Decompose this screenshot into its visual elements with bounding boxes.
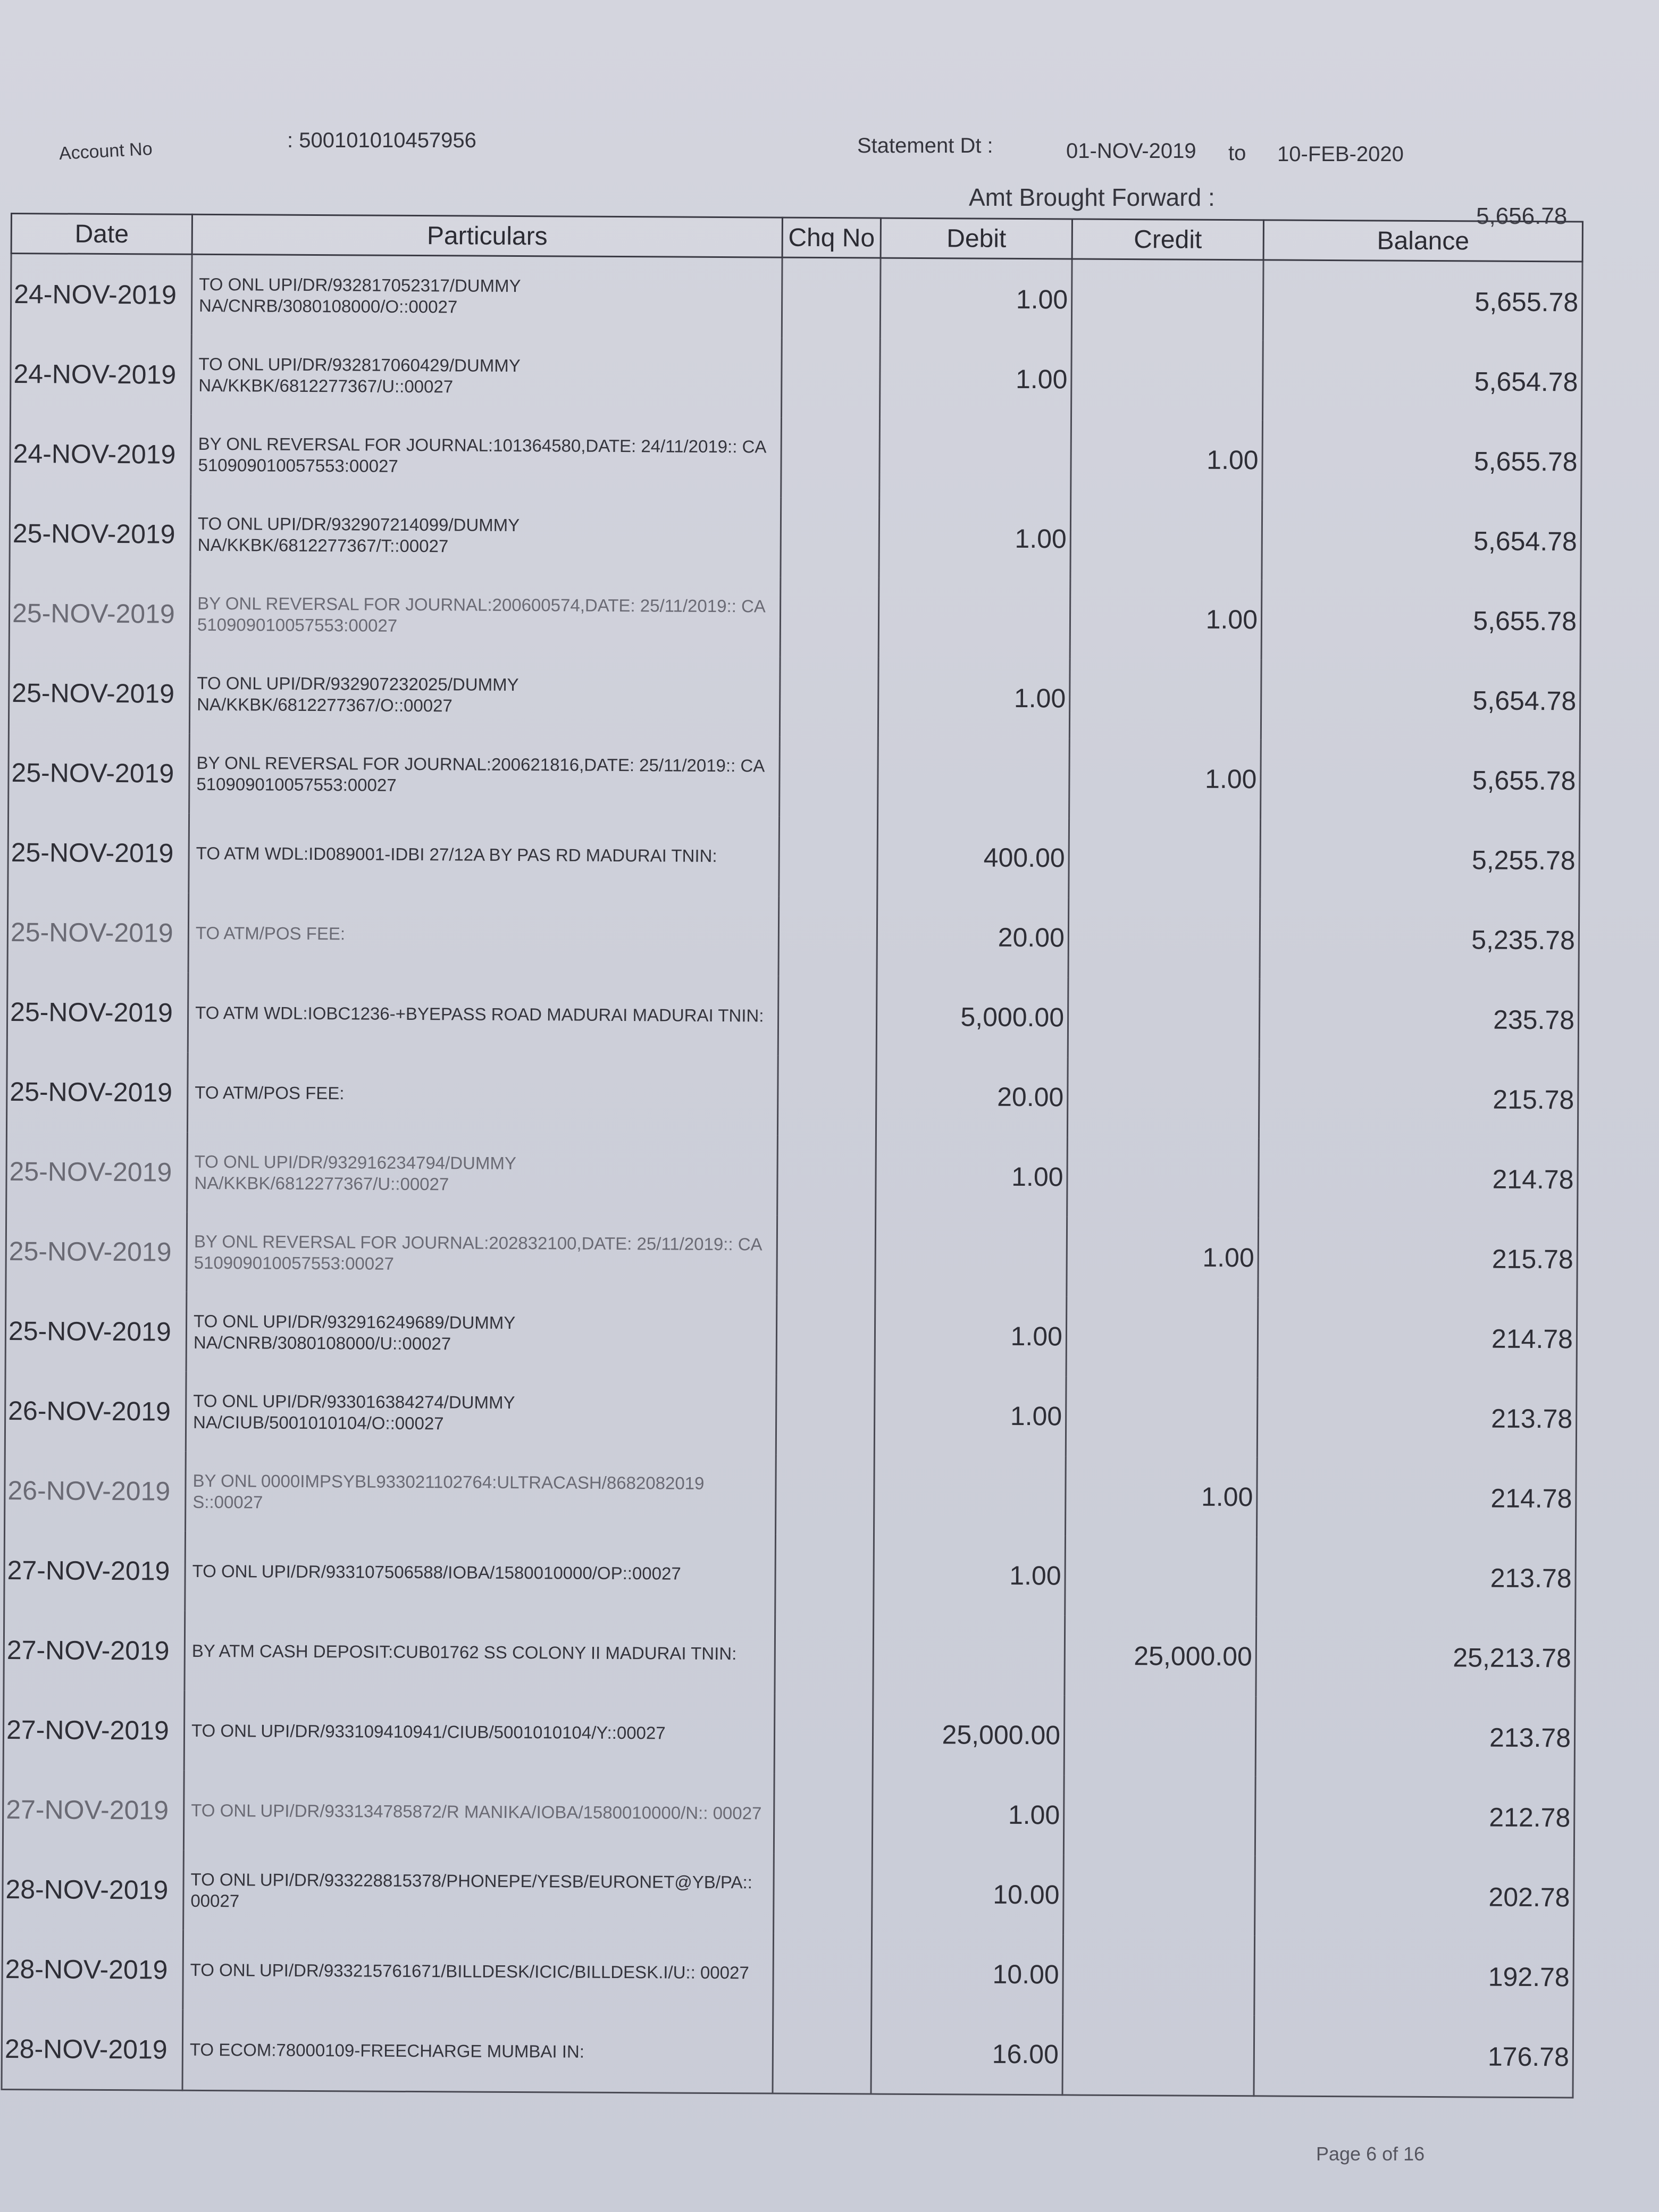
txn-balance: 5,654.78 [1262, 500, 1581, 581]
txn-credit [1070, 499, 1262, 580]
txn-cheque-number [774, 1694, 873, 1774]
txn-particulars: TO ONL UPI/DR/932916249689/DUMMY NA/CNRB/3080108000/U::00027 [186, 1292, 777, 1375]
txn-credit [1071, 339, 1263, 420]
txn-date: 25-NOV-2019 [8, 812, 189, 893]
txn-credit: 1.00 [1070, 579, 1262, 659]
txn-balance: 5,255.78 [1260, 819, 1580, 900]
txn-cheque-number [780, 657, 878, 738]
txn-date: 24-NOV-2019 [11, 254, 192, 335]
txn-debit: 1.00 [879, 498, 1071, 579]
txn-debit: 1.00 [880, 258, 1072, 339]
txn-cheque-number [778, 976, 877, 1057]
txn-balance: 25,213.78 [1256, 1616, 1576, 1698]
table-row [3, 1849, 1574, 1937]
txn-credit [1071, 259, 1263, 340]
txn-debit: 1.00 [874, 1376, 1066, 1456]
txn-balance: 5,654.78 [1262, 340, 1582, 422]
table-row [5, 1371, 1577, 1459]
txn-cheque-number [774, 1854, 873, 1934]
table-row [4, 1610, 1576, 1698]
txn-credit [1067, 1137, 1259, 1218]
txn-particulars: TO ONL UPI/DR/933134785872/R MANIKA/IOBA/1580010000/N:: 00027 [183, 1771, 774, 1854]
txn-date: 26-NOV-2019 [5, 1371, 186, 1452]
txn-debit: 1.00 [872, 1774, 1064, 1855]
statement-date-from: 01-NOV-2019 [1066, 139, 1196, 163]
txn-debit [878, 578, 1070, 659]
txn-date: 25-NOV-2019 [9, 653, 190, 734]
txn-credit [1068, 977, 1260, 1058]
txn-balance: 192.78 [1254, 1936, 1574, 2017]
txn-debit: 1.00 [879, 339, 1071, 420]
txn-cheque-number [775, 1614, 874, 1695]
table-row [11, 334, 1582, 422]
column-header-date: Date [11, 214, 192, 255]
txn-date: 25-NOV-2019 [7, 972, 188, 1053]
txn-particulars: TO ATM/POS FEE: [188, 893, 779, 976]
table-row [6, 1211, 1578, 1299]
table-row [6, 1052, 1578, 1139]
txn-debit: 10.00 [872, 1934, 1063, 2015]
account-number-label: Account No [58, 138, 153, 164]
txn-date: 27-NOV-2019 [3, 1690, 185, 1771]
table-row [2, 2009, 1573, 2098]
txn-credit: 25,000.00 [1065, 1615, 1256, 1696]
txn-particulars: TO ATM WDL:ID089001-IDBI 27/12A BY PAS RD MADURAI TNIN: [189, 814, 780, 896]
txn-balance: 235.78 [1259, 978, 1579, 1060]
txn-particulars: TO ONL UPI/DR/932907214099/DUMMY NA/KKBK/6812277367/T::00027 [190, 495, 781, 577]
txn-credit [1069, 818, 1261, 899]
txn-particulars: TO ONL UPI/DR/932817052317/DUMMY NA/CNRB/3080108000/O::00027 [191, 254, 782, 338]
txn-particulars: TO ONL UPI/DR/933016384274/DUMMY NA/CIUB/5001010104/O::00027 [186, 1372, 776, 1455]
txn-balance: 213.78 [1255, 1696, 1575, 1778]
txn-cheque-number [775, 1535, 874, 1615]
txn-particulars: TO ONL UPI/DR/932916234794/DUMMY NA/KKBK/6812277367/U::00027 [187, 1133, 778, 1216]
txn-date: 25-NOV-2019 [7, 892, 189, 973]
txn-date: 24-NOV-2019 [10, 414, 191, 495]
txn-particulars: BY ONL REVERSAL FOR JOURNAL:200600574,DATE: 25/11/2019:: CA 510909010057553:00027 [190, 574, 781, 657]
txn-balance: 214.78 [1256, 1457, 1576, 1538]
table-row [7, 892, 1579, 980]
txn-debit [879, 418, 1071, 499]
txn-balance: 5,655.78 [1262, 420, 1582, 501]
txn-particulars: BY ONL 0000IMPSYBL933021102764:ULTRACASH/8682082019 S::00027 [186, 1452, 776, 1535]
txn-date: 24-NOV-2019 [11, 334, 192, 415]
txn-balance: 5,235.78 [1260, 899, 1579, 980]
txn-date: 27-NOV-2019 [4, 1610, 185, 1691]
transactions-table [1, 213, 1583, 2098]
txn-date: 25-NOV-2019 [9, 573, 190, 654]
txn-balance: 214.78 [1258, 1297, 1577, 1379]
txn-particulars: TO ATM/POS FEE: [187, 1053, 778, 1136]
table-row [11, 254, 1582, 342]
txn-debit [875, 1216, 1067, 1297]
txn-balance: 5,655.78 [1261, 580, 1581, 661]
table-row [10, 493, 1581, 581]
txn-balance: 5,655.78 [1263, 260, 1582, 342]
txn-credit: 1.00 [1065, 1456, 1257, 1537]
txn-particulars: BY ONL REVERSAL FOR JOURNAL:202832100,DATE: 25/11/2019:: CA 510909010057553:00027 [187, 1212, 777, 1295]
txn-credit [1069, 658, 1261, 739]
txn-debit: 5,000.00 [876, 977, 1068, 1058]
txn-particulars: TO ONL UPI/DR/933228815378/PHONEPE/YESB/EURONET@YB/PA:: 00027 [183, 1850, 774, 1933]
table-row [6, 1132, 1578, 1219]
txn-cheque-number [776, 1295, 875, 1376]
txn-balance: 215.78 [1259, 1058, 1578, 1139]
txn-date: 28-NOV-2019 [2, 1929, 183, 2010]
table-row [4, 1530, 1576, 1618]
txn-balance: 213.78 [1256, 1537, 1576, 1618]
txn-debit: 1.00 [878, 658, 1070, 739]
txn-cheque-number [778, 896, 877, 977]
txn-particulars: TO ATM WDL:IOBC1236-+BYEPASS ROAD MADURAI MADURAI TNIN: [188, 973, 778, 1056]
txn-credit [1065, 1536, 1257, 1616]
txn-date: 28-NOV-2019 [3, 1849, 184, 1930]
txn-particulars: BY ONL REVERSAL FOR JOURNAL:200621816,DATE: 25/11/2019:: CA 510909010057553:00027 [189, 734, 780, 817]
txn-date: 25-NOV-2019 [5, 1291, 187, 1372]
txn-credit [1066, 1376, 1258, 1457]
txn-particulars: BY ONL REVERSAL FOR JOURNAL:101364580,DATE: 24/11/2019:: CA 510909010057553:00027 [191, 415, 782, 498]
txn-balance: 214.78 [1259, 1138, 1578, 1219]
txn-debit [873, 1615, 1065, 1696]
txn-balance: 215.78 [1258, 1218, 1578, 1299]
transactions-table-wrapper [1, 213, 1582, 2151]
txn-debit: 20.00 [876, 1057, 1068, 1137]
statement-date-to: 10-FEB-2020 [1277, 143, 1404, 166]
table-row [9, 573, 1581, 661]
txn-credit [1062, 2014, 1254, 2096]
txn-credit [1066, 1296, 1258, 1377]
txn-date: 25-NOV-2019 [6, 1132, 188, 1212]
txn-credit [1063, 1775, 1255, 1856]
txn-particulars: BY ATM CASH DEPOSIT:CUB01762 SS COLONY II MADURAI TNIN: [185, 1611, 775, 1694]
txn-balance: 212.78 [1255, 1776, 1574, 1857]
txn-cheque-number [782, 338, 881, 418]
txn-date: 27-NOV-2019 [4, 1530, 186, 1611]
txn-debit [878, 738, 1070, 818]
txn-credit [1063, 1855, 1255, 1936]
txn-date: 25-NOV-2019 [6, 1211, 187, 1292]
txn-cheque-number [773, 2013, 872, 2094]
txn-credit [1068, 898, 1260, 978]
column-header-credit: Credit [1072, 219, 1263, 260]
txn-cheque-number [781, 418, 880, 498]
txn-credit [1064, 1695, 1256, 1776]
txn-cheque-number [776, 1375, 875, 1455]
txn-balance: 176.78 [1254, 2015, 1573, 2098]
statement-date-to-label: to [1228, 141, 1246, 165]
txn-particulars: TO ONL UPI/DR/932817060429/DUMMY NA/KKBK/6812277367/U::00027 [191, 335, 782, 418]
account-number-value: : 500101010457956 [287, 129, 476, 152]
txn-debit: 16.00 [871, 2014, 1063, 2095]
txn-credit [1067, 1057, 1259, 1138]
txn-cheque-number [773, 1933, 872, 2014]
txn-credit: 1.00 [1067, 1217, 1259, 1297]
txn-debit [874, 1455, 1066, 1536]
table-row [7, 972, 1579, 1060]
txn-cheque-number [774, 1774, 873, 1854]
txn-particulars: TO ONL UPI/DR/933215761671/BILLDESK/ICIC/BILLDESK.I/U:: 00027 [183, 1930, 774, 2013]
table-row [2, 1929, 1574, 2017]
table-row [9, 733, 1580, 820]
transactions-body [2, 254, 1582, 2098]
txn-debit: 1.00 [875, 1296, 1067, 1377]
txn-date: 28-NOV-2019 [2, 2009, 183, 2090]
txn-cheque-number [781, 498, 879, 578]
txn-cheque-number [779, 817, 878, 897]
table-row [3, 1690, 1575, 1778]
txn-cheque-number [782, 257, 881, 338]
txn-date: 25-NOV-2019 [9, 733, 190, 814]
column-header-debit: Debit [881, 218, 1072, 259]
amount-brought-forward-label: Amt Brought Forward : [969, 183, 1215, 211]
column-header-particulars: Particulars [192, 214, 782, 257]
amount-brought-forward-value: 5,656.78 [1476, 203, 1568, 229]
txn-debit: 20.00 [877, 897, 1069, 978]
txn-debit: 400.00 [877, 817, 1069, 898]
txn-balance: 213.78 [1257, 1377, 1577, 1459]
txn-particulars: TO ECOM:78000109-FREECHARGE MUMBAI IN: [182, 2010, 773, 2093]
txn-balance: 5,654.78 [1261, 659, 1580, 741]
txn-balance: 202.78 [1255, 1856, 1574, 1937]
txn-cheque-number [777, 1136, 876, 1216]
page-number: Page 6 of 16 [1316, 2143, 1425, 2165]
txn-cheque-number [780, 577, 879, 658]
txn-debit: 10.00 [872, 1854, 1064, 1935]
txn-date: 27-NOV-2019 [3, 1770, 184, 1850]
txn-particulars: TO ONL UPI/DR/933109410941/CIUB/5001010104/Y::00027 [184, 1691, 775, 1774]
table-row [3, 1770, 1574, 1857]
txn-particulars: TO ONL UPI/DR/933107506588/IOBA/1580010000/OP::00027 [185, 1531, 776, 1614]
statement-date-label: Statement Dt : [857, 134, 993, 157]
txn-date: 26-NOV-2019 [5, 1451, 186, 1531]
column-header-chq-no: Chq No [782, 217, 881, 258]
txn-balance: 5,655.78 [1261, 739, 1580, 820]
table-row [5, 1451, 1577, 1538]
column-header-balance: Balance [1263, 220, 1582, 262]
txn-cheque-number [776, 1455, 875, 1535]
txn-particulars: TO ONL UPI/DR/932907232025/DUMMY NA/KKBK/6812277367/O::00027 [189, 654, 780, 737]
txn-credit [1063, 1934, 1255, 2015]
txn-credit: 1.00 [1071, 419, 1263, 500]
txn-date: 25-NOV-2019 [10, 493, 191, 574]
txn-credit: 1.00 [1069, 738, 1261, 819]
table-row [10, 414, 1582, 501]
txn-debit: 25,000.00 [873, 1695, 1065, 1775]
txn-debit: 1.00 [874, 1535, 1066, 1616]
txn-cheque-number [780, 737, 878, 817]
table-row [8, 812, 1580, 900]
table-row [5, 1291, 1577, 1379]
txn-cheque-number [777, 1056, 876, 1136]
table-row [9, 653, 1580, 741]
txn-cheque-number [777, 1216, 876, 1296]
txn-debit: 1.00 [876, 1136, 1068, 1217]
txn-date: 25-NOV-2019 [6, 1052, 188, 1133]
